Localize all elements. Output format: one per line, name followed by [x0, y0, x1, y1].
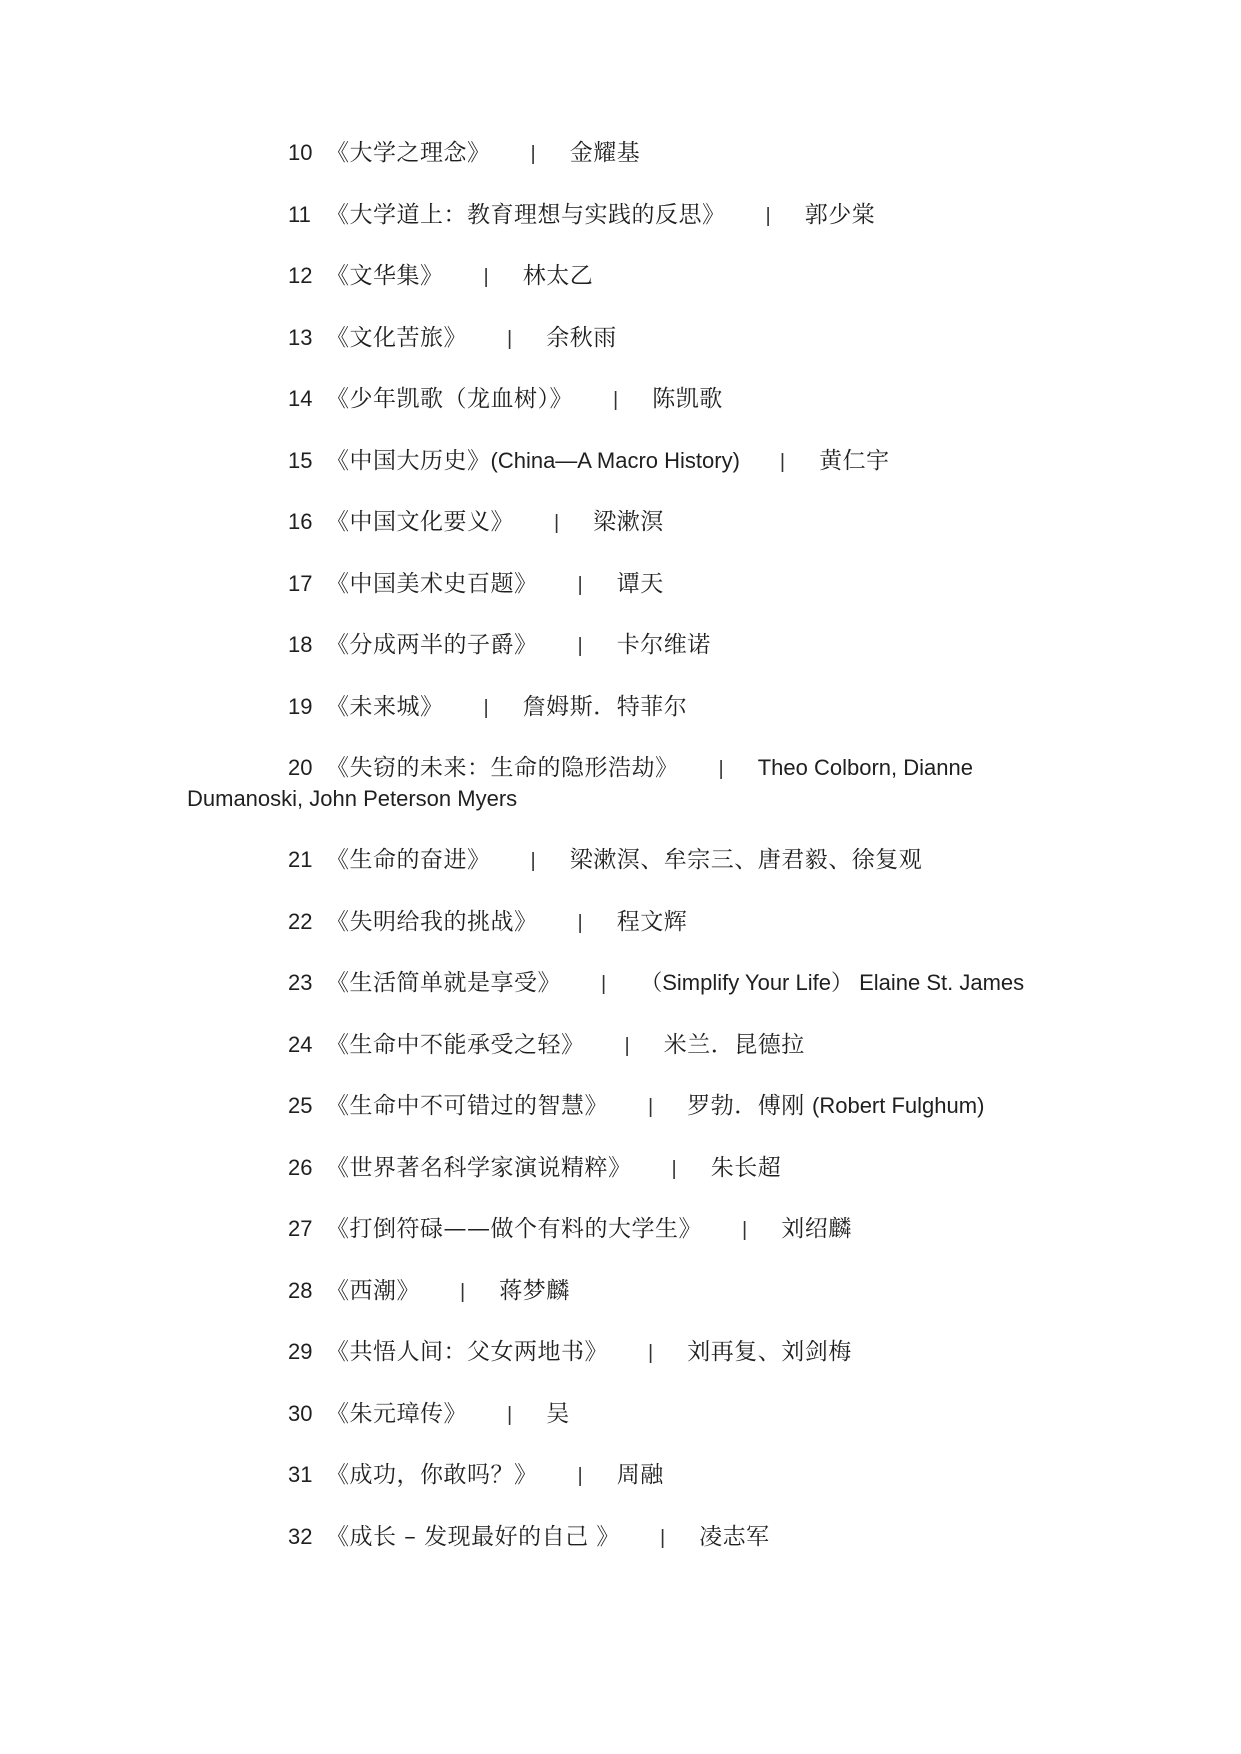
book-author: 黄仁宇 [819, 447, 890, 474]
separator: | [601, 973, 607, 995]
separator: | [530, 143, 536, 165]
book-author-english: (Robert Fulghum) [812, 1093, 985, 1118]
book-title: 《中国美术史百题》 [326, 570, 538, 597]
book-author: 周融 [616, 1462, 664, 1488]
book-author: 刘绍麟 [781, 1216, 852, 1242]
separator: | [554, 512, 560, 534]
book-title: 《世界著名科学家演说精粹》 [326, 1154, 632, 1181]
separator: | [613, 389, 619, 411]
separator: | [577, 573, 583, 596]
item-number: 23 [288, 970, 313, 995]
list-item [288, 1399, 1148, 1461]
item-number: 29 [288, 1339, 313, 1364]
item-number: 15 [288, 447, 313, 473]
list-item [288, 692, 1148, 754]
separator: | [648, 1096, 654, 1118]
separator: | [624, 1034, 630, 1057]
list-item [288, 907, 1148, 969]
item-number: 27 [288, 1216, 313, 1241]
book-author: 罗勃．傅刚 [687, 1093, 805, 1119]
book-title: 《大学道上：教育理想与实践的反思》 [326, 201, 726, 228]
item-number: 12 [288, 263, 313, 288]
book-author: Theo Colborn, Dianne [757, 755, 973, 780]
item-number: 24 [288, 1031, 313, 1057]
book-author: 程文辉 [616, 908, 688, 935]
list-item [288, 1276, 1148, 1338]
separator: | [659, 1526, 666, 1549]
separator: | [460, 1280, 466, 1303]
separator: | [648, 1342, 654, 1364]
book-title: 《中国大历史》 [326, 447, 491, 474]
book-title: 《成长 – 发现最好的自己 》 [326, 1523, 620, 1550]
book-author: 谭天 [616, 570, 664, 597]
separator: | [483, 696, 489, 719]
book-title-english: (China—A Macro History) [490, 447, 740, 473]
list-item [288, 845, 1148, 907]
list-item [288, 507, 1148, 569]
separator: | [671, 1157, 677, 1180]
book-author: 卡尔维诺 [616, 632, 711, 658]
separator: | [779, 450, 786, 473]
item-number: 30 [288, 1400, 313, 1426]
separator: | [483, 266, 489, 288]
book-author: 刘再复、刘剑梅 [687, 1339, 852, 1365]
separator: | [530, 850, 536, 872]
item-number: 17 [288, 570, 313, 596]
list-item [288, 1214, 1148, 1276]
book-title: 《中国文化要义》 [326, 509, 514, 535]
list-item [288, 1522, 1148, 1584]
separator: | [742, 1219, 748, 1241]
book-title: 《文华集》 [326, 263, 444, 289]
item-number: 22 [288, 908, 313, 934]
book-author: 朱长超 [710, 1154, 782, 1181]
book-list [187, 138, 1148, 1583]
separator: | [765, 204, 771, 227]
book-title: 《生命中不能承受之轻》 [326, 1031, 585, 1058]
item-number: 19 [288, 693, 313, 719]
item-number: 25 [288, 1093, 313, 1118]
book-author: 郭少棠 [804, 201, 876, 228]
item-number: 11 [288, 201, 311, 227]
book-title: 《失明给我的挑战》 [326, 908, 538, 935]
list-item [288, 569, 1148, 631]
item-number: 18 [288, 632, 313, 657]
item-number: 14 [288, 386, 313, 411]
list-item [288, 446, 1148, 508]
book-title: 《少年凯歌（龙血树）》 [326, 386, 573, 412]
list-item [288, 1337, 1148, 1399]
book-title: 《西潮》 [326, 1277, 420, 1304]
book-title: 《打倒符碌——做个有料的大学生》 [326, 1216, 702, 1242]
separator: | [577, 1465, 583, 1487]
book-title: 《共悟人间：父女两地书》 [326, 1339, 608, 1365]
book-author-continued: Dumanoski, John Peterson Myers [187, 786, 518, 811]
list-item [288, 1460, 1148, 1522]
book-title: 《朱元璋传》 [326, 1400, 467, 1427]
book-title: 《分成两半的子爵》 [326, 632, 538, 658]
book-author: 梁漱溟 [593, 509, 664, 535]
book-title: 《生活简单就是享受》 [326, 970, 561, 996]
separator: | [718, 758, 724, 780]
item-number: 21 [288, 847, 313, 872]
book-title: 《未来城》 [326, 693, 444, 720]
separator: | [577, 635, 583, 657]
book-author: 米兰．昆德拉 [663, 1031, 805, 1058]
book-title: 《大学之理念》 [326, 140, 491, 166]
list-item [187, 753, 1148, 845]
book-author: 凌志军 [699, 1523, 770, 1550]
item-number: 31 [288, 1462, 313, 1487]
book-author: 陈凯歌 [652, 386, 723, 412]
book-author: 林太乙 [522, 263, 594, 289]
item-number: 32 [288, 1523, 313, 1549]
item-number: 26 [288, 1154, 313, 1180]
list-item [288, 968, 1148, 1030]
list-item [288, 1091, 1148, 1153]
book-author: 梁漱溟、牟宗三、唐君毅、徐复观 [569, 847, 923, 873]
separator: | [507, 1403, 513, 1426]
book-title: 《文化苦旅》 [326, 324, 467, 351]
list-item [288, 138, 1148, 200]
book-title: 《成功，你敢吗？》 [326, 1462, 538, 1488]
book-title: 《生命的奋进》 [326, 847, 491, 873]
list-item [288, 261, 1148, 323]
separator: | [507, 327, 513, 350]
book-author: 詹姆斯．特菲尔 [522, 693, 688, 720]
list-item [288, 323, 1148, 385]
book-author: 余秋雨 [546, 324, 617, 351]
list-item [288, 200, 1148, 262]
book-author: 蒋梦麟 [499, 1277, 570, 1304]
book-author: 吴 [546, 1400, 570, 1427]
item-number: 20 [288, 755, 313, 780]
separator: | [577, 911, 583, 934]
book-title: 《失窃的未来：生命的隐形浩劫》 [326, 755, 679, 781]
list-item [288, 630, 1148, 692]
item-number: 16 [288, 509, 313, 534]
book-author: （Simplify Your Life） Elaine St. James [640, 970, 1025, 995]
list-item [288, 1153, 1148, 1215]
book-author: 金耀基 [569, 140, 641, 166]
list-item [288, 384, 1148, 446]
item-number: 28 [288, 1277, 313, 1303]
item-number: 10 [288, 140, 313, 165]
item-number: 13 [288, 324, 313, 350]
list-item [288, 1030, 1148, 1092]
book-title: 《生命中不可错过的智慧》 [326, 1093, 608, 1119]
